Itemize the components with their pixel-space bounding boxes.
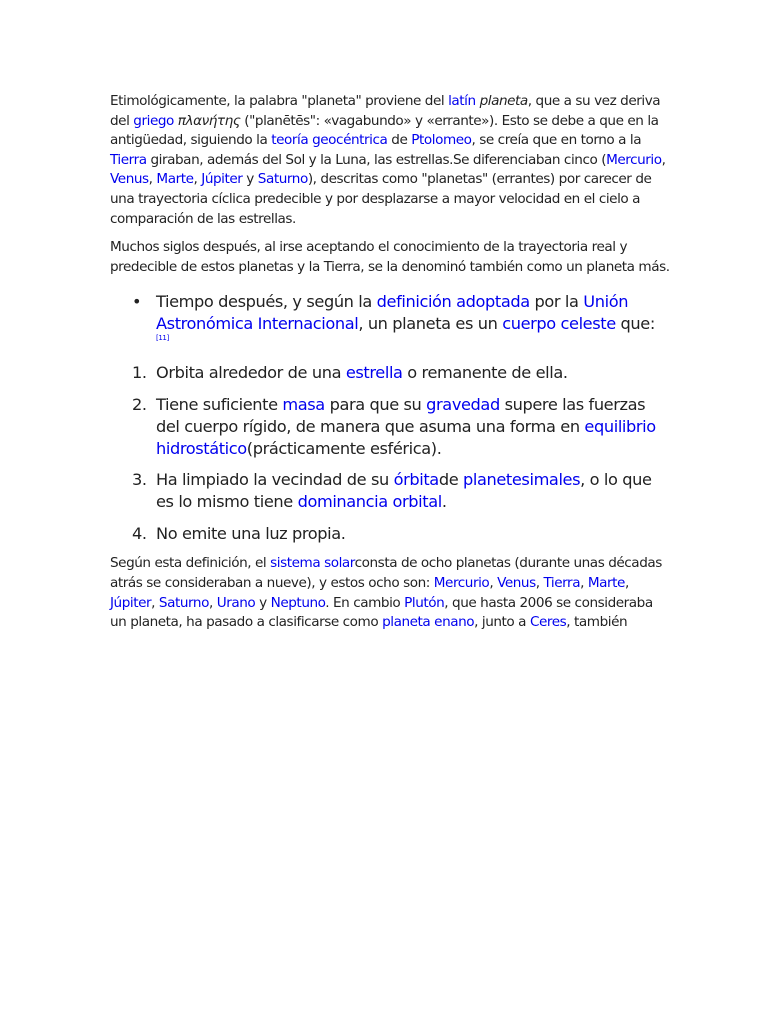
link-mercurio[interactable]: Mercurio: [433, 574, 490, 591]
text-run: , que a su vez deriva del: [110, 93, 661, 129]
text-run: Etimológicamente, la palabra "planeta" proviene del: [110, 93, 449, 109]
bullet-marker: •: [132, 292, 142, 312]
paragraph-solar-system: [110, 554, 670, 632]
text-run: , junto a: [474, 614, 530, 631]
link-gravedad[interactable]: gravedad: [426, 394, 500, 414]
text-run: Ha limpiado la vecindad de su: [156, 470, 394, 490]
link-equilibrio-hidrostatico[interactable]: equilibrio hidrostático: [156, 416, 656, 458]
text-run: , o lo que es lo mismo tiene: [156, 470, 652, 512]
link-union-astronomica-internacional[interactable]: Unión Astronómica Internacional: [156, 292, 629, 334]
text-run: (prácticamente esférica).: [246, 438, 442, 458]
link-venus[interactable]: Venus: [497, 574, 536, 591]
italic-term: planeta: [479, 93, 528, 109]
text-run: que:: [615, 314, 655, 334]
link-ceres[interactable]: Ceres: [529, 614, 567, 631]
criteria-item-1: [110, 362, 670, 384]
article-body: [110, 92, 670, 642]
text-run: ("planētēs": «vagabundo» y «errante»). Esto se debe a que en la antigüedad, siguiendo la: [110, 112, 659, 149]
criteria-item-4: [110, 523, 670, 545]
bullet-item-definition: [110, 291, 670, 342]
text-run: ,: [193, 171, 202, 188]
link-planetesimales[interactable]: planetesimales: [463, 470, 581, 490]
link-saturno[interactable]: Saturno: [257, 171, 308, 188]
link-sistema-solar[interactable]: sistema solar: [270, 555, 355, 572]
text-run: No emite una luz propia.: [156, 523, 346, 543]
link-venus[interactable]: Venus: [110, 171, 149, 188]
text-run: para que su: [324, 394, 427, 414]
link-dominancia-orbital[interactable]: dominancia orbital: [297, 492, 442, 512]
link-ptolomeo[interactable]: Ptolomeo: [411, 132, 472, 149]
text-run: o remanente de ella.: [402, 363, 568, 383]
text-run: supere las fuerzas del cuerpo rígido, de manera que asuma una forma en: [156, 394, 646, 436]
link-planeta-enano[interactable]: planeta enano: [382, 614, 475, 631]
link-orbita[interactable]: órbita: [393, 470, 439, 490]
text-run: , que hasta 2006 se consideraba un planeta, ha pasado a clasificarse como: [110, 594, 653, 631]
text-run: de: [438, 470, 464, 490]
text-run: .: [441, 492, 447, 512]
text-run: de: [387, 132, 412, 149]
link-jupiter[interactable]: Júpiter: [201, 171, 243, 188]
text-run: ,: [661, 151, 666, 168]
text-run: ,: [208, 594, 217, 611]
link-griego[interactable]: griego: [133, 112, 174, 129]
text-run: Tiene suficiente: [156, 394, 283, 414]
link-urano[interactable]: Urano: [216, 594, 256, 611]
text-run: ,: [624, 574, 629, 591]
list-number: 2.: [132, 394, 147, 414]
text-run: , también: [566, 614, 628, 631]
text-run: ,: [148, 171, 157, 188]
paragraph-etymology: [110, 92, 670, 229]
link-mercurio[interactable]: Mercurio: [606, 151, 662, 168]
list-number: 4.: [132, 523, 147, 543]
text-run: ), descritas como "planetas" (errantes) por carecer de una trayectoria cíclica predecible y por desplazarse a mayor velocidad en el cielo a comparación de las estrellas.: [110, 171, 652, 227]
link-latin[interactable]: latín: [448, 93, 476, 109]
bullet-list: [110, 291, 670, 342]
link-cuerpo-celeste[interactable]: cuerpo celeste: [502, 314, 616, 334]
text-run: ,: [151, 594, 159, 611]
link-saturno[interactable]: Saturno: [158, 594, 209, 611]
link-tierra[interactable]: Tierra: [110, 151, 147, 168]
text-run: por la: [529, 292, 584, 312]
link-definicion-adoptada[interactable]: definición adoptada: [376, 292, 530, 312]
italic-greek-term: πλανήτης: [177, 112, 241, 129]
text-run: ,: [580, 574, 588, 591]
criteria-item-3: [110, 469, 670, 513]
text-run: consta de ocho planetas (durante unas décadas atrás se consideraban a nueve), y estos ocho son:: [110, 555, 662, 591]
text-run: y: [255, 594, 271, 611]
text-run: , un planeta es un: [358, 314, 503, 334]
text-run: ,: [489, 574, 498, 591]
link-marte[interactable]: Marte: [156, 171, 194, 188]
text-run: Según esta definición, el: [110, 555, 271, 572]
link-teoria-geocentrica[interactable]: teoría geocéntrica: [271, 132, 388, 149]
text-run: y: [242, 171, 258, 188]
link-tierra[interactable]: Tierra: [543, 574, 581, 591]
paragraph-history: Muchos siglos después, al irse aceptando el conocimiento de la trayectoria real y predecible de estos planetas y la Tierra, se la denominó también como un planeta más.: [110, 239, 670, 275]
list-number: 1.: [132, 363, 147, 383]
link-pluton[interactable]: Plutón: [404, 594, 445, 611]
link-marte[interactable]: Marte: [587, 574, 625, 591]
list-number: 3.: [132, 470, 147, 490]
text-run: . En cambio: [325, 594, 405, 611]
text-run: ,: [535, 574, 544, 591]
text-run: , se creía que en torno a la: [471, 132, 642, 149]
criteria-item-2: [110, 394, 670, 460]
link-neptuno[interactable]: Neptuno: [270, 594, 326, 611]
text-run: giraban, además del Sol y la Luna, las estrellas.Se diferenciaban cinco (: [146, 151, 607, 168]
criteria-list: [110, 362, 670, 545]
text-run: Orbita alrededor de una: [156, 363, 346, 383]
link-masa[interactable]: masa: [282, 394, 325, 414]
link-jupiter[interactable]: Júpiter: [110, 594, 152, 611]
link-estrella[interactable]: estrella: [345, 363, 403, 383]
text-run: Tiempo después, y según la: [156, 292, 377, 312]
citation-link[interactable]: [11]: [156, 334, 169, 343]
